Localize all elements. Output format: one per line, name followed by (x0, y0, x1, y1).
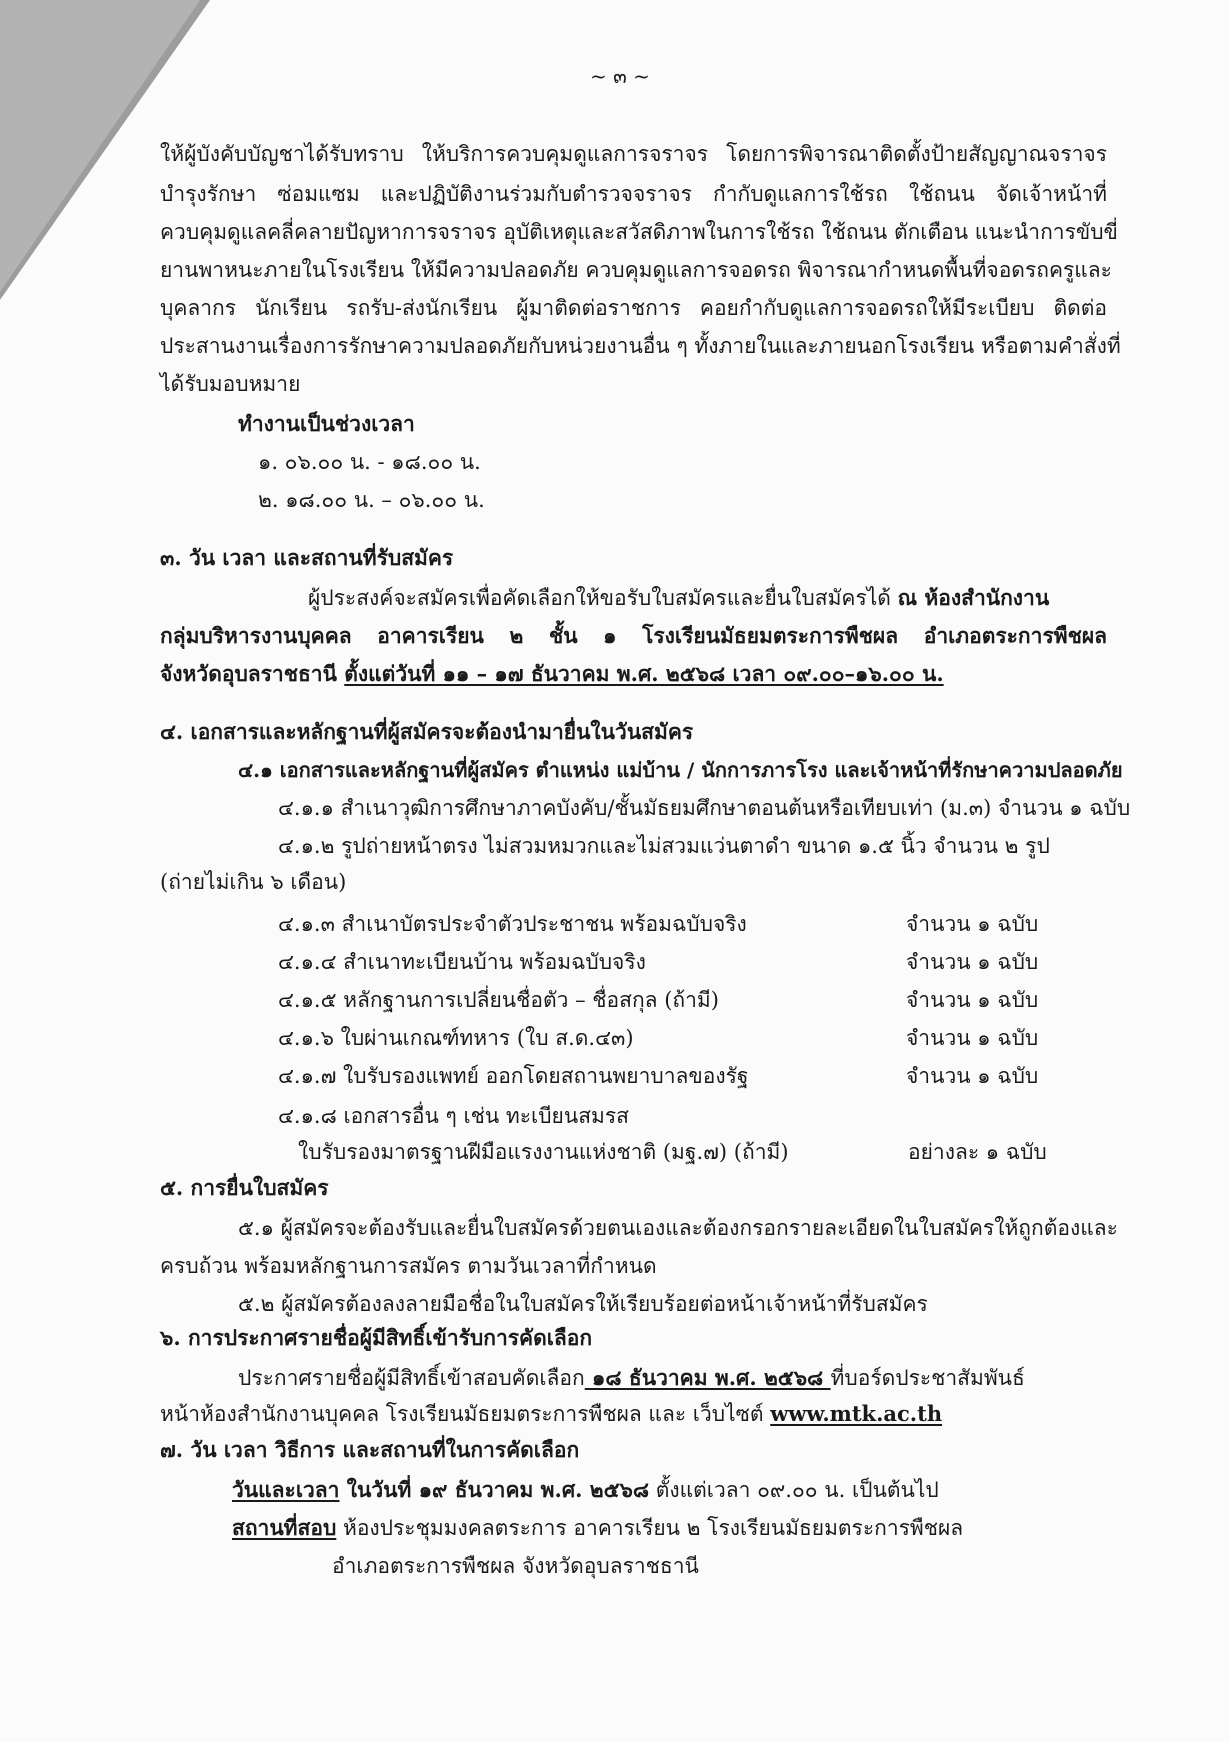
shift-heading: ทำงานเป็นช่วงเวลา (238, 411, 415, 436)
intro-line-1: ให้ผู้บังคับบัญชาได้รับทราบ ให้บริการควบคุมดูแลการจราจร โดยการพิจารณาติดตั้งป้ายสัญญาณจราจร (160, 142, 1107, 166)
item-4-1-1: ๔.๑.๑ สำเนาวุฒิการศึกษาภาคบังคับ/ชั้นมัธยมศึกษาตอนต้นหรือเทียบเท่า (ม.๓) จำนวน ๑ ฉบับ (278, 796, 1131, 820)
item-4-1-3: ๔.๑.๓ สำเนาบัตรประจำตัวประชาชน พร้อมฉบับจริง (278, 912, 747, 936)
item-4-1-4: ๔.๑.๔ สำเนาทะเบียนบ้าน พร้อมฉบับจริง (278, 950, 646, 974)
section-5-heading: ๕. การยื่นใบสมัคร (160, 1175, 329, 1200)
page-number: ~ ๓ ~ (590, 64, 650, 88)
intro-line-5: บุคลากร นักเรียน รถรับ-ส่งนักเรียน ผู้มาติดต่อราชการ คอยกำกับดูแลการจอดรถให้มีระเบียบ ติดต่อ (160, 296, 1107, 320)
intro-line-7: ได้รับมอบหมาย (160, 372, 301, 396)
section-3-line-3: จังหวัดอุบลราชธานี ตั้งแต่วันที่ ๑๑ – ๑๗ ธันวาคม พ.ศ. ๒๕๖๘ เวลา ๐๙.๐๐–๑๖.๐๐ น. (160, 661, 944, 686)
section-6-line-1: ประกาศรายชื่อผู้มีสิทธิ์เข้าสอบคัดเลือก ๑๘ ธันวาคม พ.ศ. ๒๕๖๘ ที่บอร์ดประชาสัมพันธ์ (238, 1365, 1025, 1390)
item-4-1-3-qty: จำนวน ๑ ฉบับ (906, 912, 1039, 936)
shift-1: ๑. ๐๖.๐๐ น. - ๑๘.๐๐ น. (258, 450, 481, 474)
item-4-1-7-qty: จำนวน ๑ ฉบับ (906, 1064, 1039, 1088)
section-3-line-2: กลุ่มบริหารงานบุคคล อาคารเรียน ๒ ชั้น ๑ โรงเรียนมัธยมตระการพืชผล อำเภอตระการพืชผล (160, 623, 1107, 648)
website-link[interactable]: www.mtk.ac.th (770, 1401, 943, 1426)
section-5-2: ๕.๒ ผู้สมัครต้องลงลายมือชื่อในใบสมัครให้เรียบร้อยต่อหน้าเจ้าหน้าที่รับสมัคร (238, 1292, 928, 1316)
item-4-1-5-qty: จำนวน ๑ ฉบับ (906, 988, 1039, 1012)
item-4-1-2: ๔.๑.๒ รูปถ่ายหน้าตรง ไม่สวมหมวกและไม่สวมแว่นตาดำ ขนาด ๑.๕ นิ้ว จำนวน ๒ รูป (278, 834, 1050, 858)
item-4-1-7: ๔.๑.๗ ใบรับรองแพทย์ ออกโดยสถานพยาบาลของรัฐ (278, 1064, 749, 1088)
shift-2: ๒. ๑๘.๐๐ น. – ๐๖.๐๐ น. (258, 488, 485, 512)
section-3-line-1: ผู้ประสงค์จะสมัครเพื่อคัดเลือกให้ขอรับใบสมัครและยื่นใบสมัครได้ ณ ห้องสำนักงาน (308, 585, 1050, 610)
section-7-place: สถานที่สอบ ห้องประชุมมงคลตระการ อาคารเรียน ๒ โรงเรียนมัธยมตระการพืชผล (232, 1515, 964, 1540)
section-6-line-2: หน้าห้องสำนักงานบุคคล โรงเรียนมัธยมตระการพืชผล และ เว็บไซต์ www.mtk.ac.th (160, 1401, 943, 1426)
section-5-1-line-1: ๕.๑ ผู้สมัครจะต้องรับและยื่นใบสมัครด้วยตนเองและต้องกรอกรายละเอียดในใบสมัครให้ถูกต้องและ (238, 1216, 1118, 1240)
section-6-heading: ๖. การประกาศรายชื่อผู้มีสิทธิ์เข้ารับการคัดเลือก (160, 1325, 593, 1350)
intro-line-3: ควบคุมดูแลคลี่คลายปัญหาการจราจร อุบัติเหตุและสวัสดิภาพในการใช้รถ ใช้ถนน ตักเตือน แนะนำการขับขี่ (160, 220, 1118, 244)
item-4-1-4-qty: จำนวน ๑ ฉบับ (906, 950, 1039, 974)
item-4-1-8-cont: ใบรับรองมาตรฐานฝีมือแรงงานแห่งชาติ (มฐ.๗) (ถ้ามี) (298, 1140, 789, 1164)
item-4-1-8-qty: อย่างละ ๑ ฉบับ (908, 1140, 1047, 1164)
section-7-heading: ๗. วัน เวลา วิธีการ และสถานที่ในการคัดเลือก (160, 1437, 580, 1462)
item-4-1-8: ๔.๑.๘ เอกสารอื่น ๆ เช่น ทะเบียนสมรส (278, 1104, 629, 1128)
intro-line-6: ประสานงานเรื่องการรักษาความปลอดภัยกับหน่วยงานอื่น ๆ ทั้งภายในและภายนอกโรงเรียน หรือตามคำสั่งที่ (160, 334, 1121, 358)
intro-line-4: ยานพาหนะภายในโรงเรียน ให้มีความปลอดภัย ควบคุมดูแลการจอดรถ พิจารณากำหนดพื้นที่จอดรถครูและ (160, 258, 1112, 282)
section-5-1-line-2: ครบถ้วน พร้อมหลักฐานการสมัคร ตามวันเวลาที่กำหนด (160, 1254, 657, 1278)
section-7-date: วันและเวลา ในวันที่ ๑๙ ธันวาคม พ.ศ. ๒๕๖๘ ตั้งแต่เวลา ๐๙.๐๐ น. เป็นต้นไป (232, 1477, 939, 1502)
section-4-1-heading: ๔.๑ เอกสารและหลักฐานที่ผู้สมัคร ตำแหน่ง แม่บ้าน / นักการภารโรง และเจ้าหน้าที่รักษาความปลอดภัย (238, 758, 1123, 782)
section-7-place-line-2: อำเภอตระการพืชผล จังหวัดอุบลราชธานี (332, 1554, 699, 1578)
item-4-1-6-qty: จำนวน ๑ ฉบับ (906, 1026, 1039, 1050)
intro-line-2: บำรุงรักษา ซ่อมแซม และปฏิบัติงานร่วมกับตำรวจจราจร กำกับดูแลการใช้รถ ใช้ถนน จัดเจ้าหน้าที่ (160, 182, 1107, 206)
section-4-heading: ๔. เอกสารและหลักฐานที่ผู้สมัครจะต้องนำมายื่นในวันสมัคร (160, 719, 694, 744)
item-4-1-5: ๔.๑.๕ หลักฐานการเปลี่ยนชื่อตัว – ชื่อสกุล (ถ้ามี) (278, 988, 719, 1012)
item-4-1-6: ๔.๑.๖ ใบผ่านเกณฑ์ทหาร (ใบ ส.ด.๔๓) (278, 1026, 634, 1050)
section-3-heading: ๓. วัน เวลา และสถานที่รับสมัคร (160, 545, 454, 570)
item-4-1-2-cont: (ถ่ายไม่เกิน ๖ เดือน) (160, 870, 347, 894)
